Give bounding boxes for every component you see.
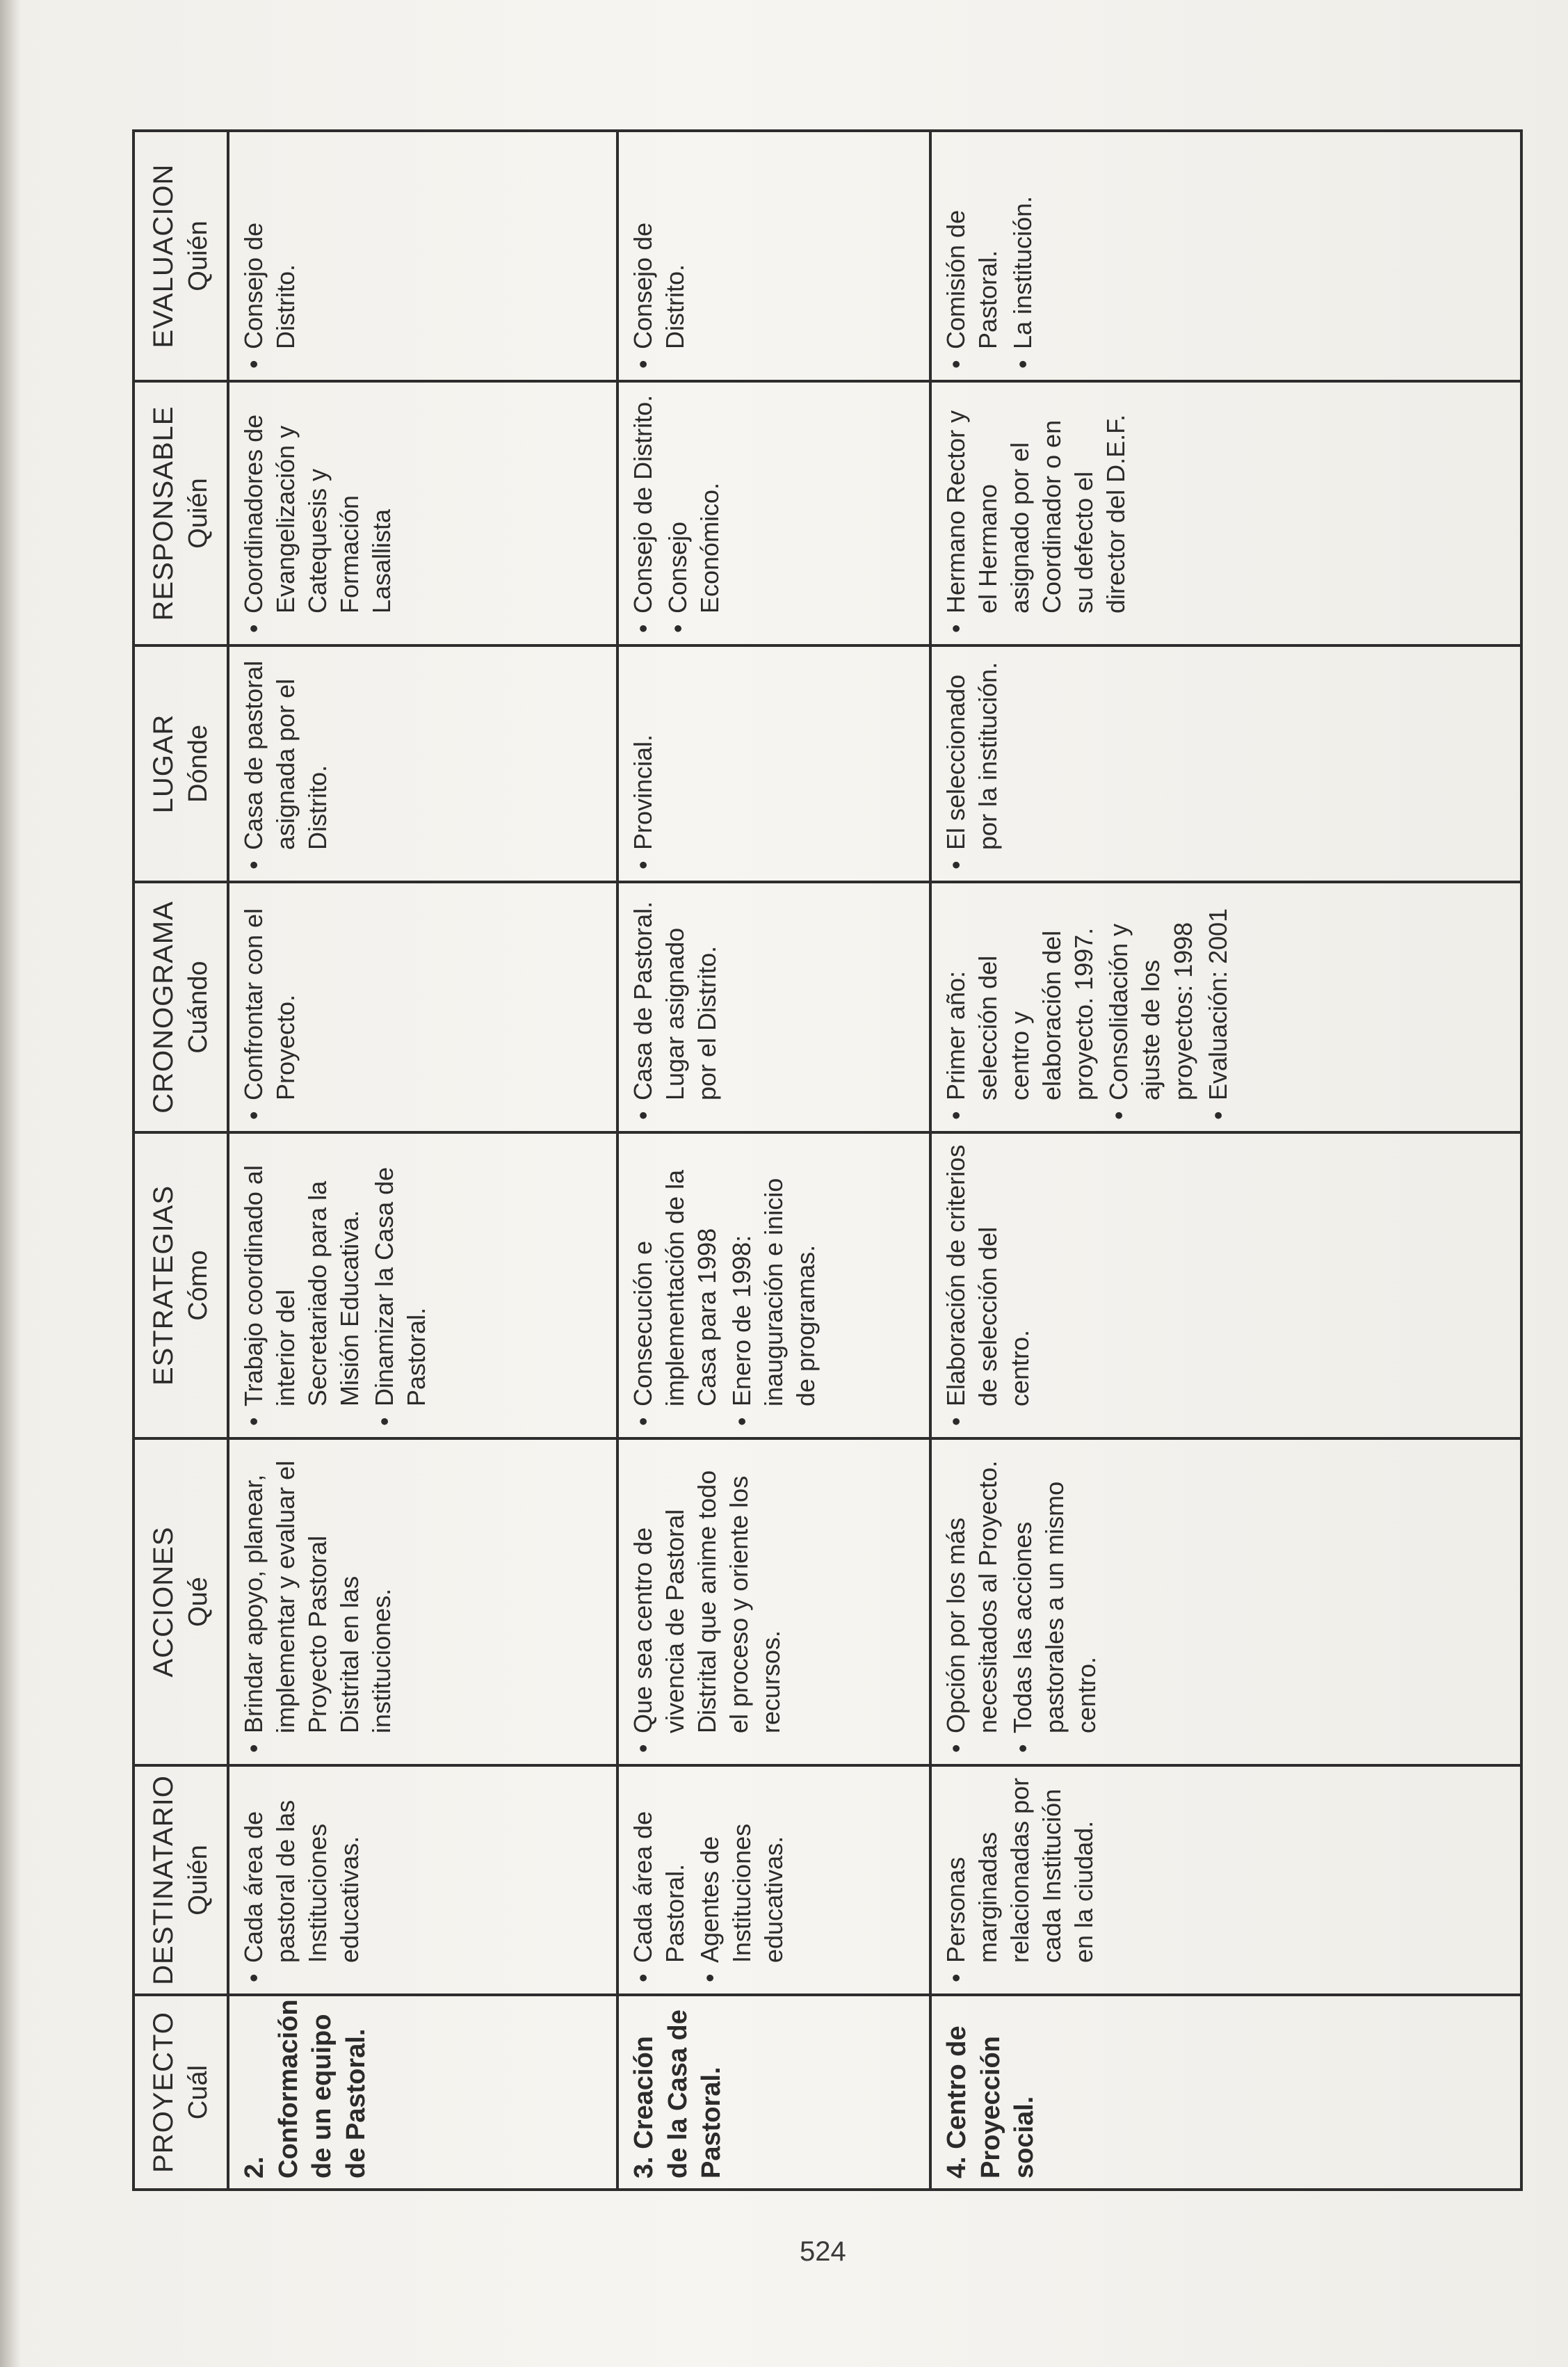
- cell-estrategias: • Consecución e implementación de la Casa para 1998 • Enero de 1998: inauguración e inicio de programas.: [617, 1132, 930, 1438]
- table-row: [930, 131, 1521, 2190]
- cell-lugar: • Casa de pastoral asignada por el Distrito.: [228, 645, 617, 882]
- header-row: [134, 131, 228, 2190]
- cell-lugar: • Provincial.: [617, 645, 930, 882]
- table-row: [617, 131, 930, 2190]
- header-cronograma: CRONOGRAMA Cuándo: [134, 882, 228, 1132]
- header-destinatario: DESTINATARIO Quién: [134, 1765, 228, 1995]
- cell-proyecto: 2. Conformación de un equipo de Pastoral.: [228, 1995, 617, 2190]
- cell-cronograma: • Casa de Pastoral. Lugar asignado por el Distrito.: [617, 882, 930, 1132]
- cell-cronograma: • Confrontar con el Proyecto.: [228, 882, 617, 1132]
- cell-destinatario: • Cada área de pastoral de las Instituciones educativas.: [228, 1765, 617, 1995]
- cell-responsable: • Hermano Rector y el Hermano asignado por el Coordinador o en su defecto el director del D.E.F.: [930, 381, 1521, 645]
- cell-acciones: • Que sea centro de vivencia de Pastoral Distrital que anime todo el proceso y oriente los recursos.: [617, 1438, 930, 1765]
- cell-acciones: • Opción por los más necesitados al Proyecto. • Todas las acciones pastorales a un mismo centro.: [930, 1438, 1521, 1765]
- cell-responsable: • Coordinadores de Evangelización y Catequesis y Formación Lasallista: [228, 381, 617, 645]
- cell-lugar: • El seleccionado por la institución.: [930, 645, 1521, 882]
- pastoral-projects-table: [132, 129, 1523, 2191]
- cell-acciones: • Brindar apoyo, planear, implementar y evaluar el Proyecto Pastoral Distrital en las instituciones.: [228, 1438, 617, 1765]
- cell-destinatario: • Personas marginadas relacionadas por cada Institución en la ciudad.: [930, 1765, 1521, 1995]
- cell-proyecto: 4. Centro de Proyección social.: [930, 1995, 1521, 2190]
- header-responsable: RESPONSABLE Quién: [134, 381, 228, 645]
- header-evaluacion: EVALUACION Quién: [134, 131, 228, 381]
- cell-evaluacion: • Comisión de Pastoral. • La institución.: [930, 131, 1521, 381]
- cell-cronograma: • Primer año: selección del centro y elaboración del proyecto. 1997. • Consolidación y ajuste de los proyectos: 1998 • Evaluación: 2001: [930, 882, 1521, 1132]
- cell-estrategias: • Elaboración de criterios de selección del centro.: [930, 1132, 1521, 1438]
- page-binding-shadow: [0, 0, 21, 2367]
- header-acciones: ACCIONES Qué: [134, 1438, 228, 1765]
- cell-responsable: • Consejo de Distrito. • Consejo Económico.: [617, 381, 930, 645]
- cell-evaluacion: • Consejo de Distrito.: [228, 131, 617, 381]
- header-lugar: LUGAR Dónde: [134, 645, 228, 882]
- cell-estrategias: • Trabajo coordinado al interior del Secretariado para la Misión Educativa. • Dinamizar la Casa de Pastoral.: [228, 1132, 617, 1438]
- cell-destinatario: • Cada área de Pastoral. • Agentes de Instituciones educativas.: [617, 1765, 930, 1995]
- header-estrategias: ESTRATEGIAS Cómo: [134, 1132, 228, 1438]
- cell-proyecto: 3. Creación de la Casa de Pastoral.: [617, 1995, 930, 2190]
- header-proyecto: PROYECTO Cuál: [134, 1995, 228, 2190]
- page-number: 524: [800, 2236, 846, 2267]
- cell-evaluacion: • Consejo de Distrito.: [617, 131, 930, 381]
- table-row: [228, 131, 617, 2190]
- rotated-table-container: [132, 132, 1509, 2191]
